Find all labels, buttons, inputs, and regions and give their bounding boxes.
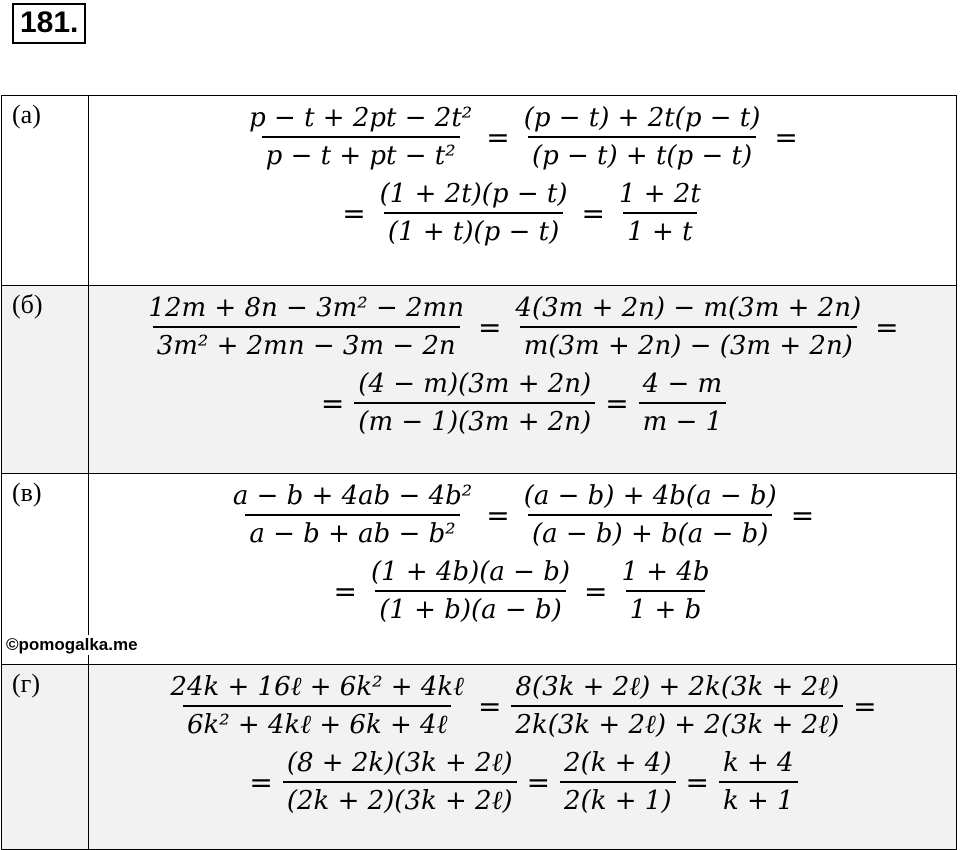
problem-number: 181. [12, 3, 86, 44]
math-cell [89, 286, 957, 474]
row-label: (а) [2, 96, 89, 286]
solution-row-a [2, 96, 957, 286]
fraction [354, 368, 595, 438]
fraction [376, 178, 572, 248]
math-cell [89, 665, 957, 850]
math-line-2 [89, 747, 956, 817]
denominator: (p − t) + t(p − t) [528, 136, 756, 172]
fraction [615, 178, 705, 248]
math-line-1 [89, 671, 956, 741]
denominator: (1 + t)(p − t) [384, 212, 563, 248]
fraction [367, 556, 574, 626]
equals-sign: = [685, 765, 709, 799]
fraction [520, 480, 781, 550]
row-label: (б) [2, 286, 89, 474]
fraction [560, 747, 675, 817]
numerator: p − t + 2pt − 2t² [249, 103, 473, 133]
row-label: (г) [2, 665, 89, 850]
equals-sign: = [526, 765, 551, 799]
denominator: (a − b) + b(a − b) [528, 514, 772, 550]
fraction [166, 671, 468, 741]
denominator: 1 + b [626, 590, 706, 626]
equals-sign: = [605, 386, 629, 420]
denominator: m − 1 [639, 402, 727, 438]
denominator: m(3m + 2n) − (3m + 2n) [520, 326, 857, 362]
numerator: (p − t) + 2t(p − t) [523, 103, 761, 133]
equals-sign: = [581, 196, 605, 230]
fraction [511, 292, 865, 362]
fraction [639, 368, 727, 438]
numerator: a − b + 4ab − 4b² [232, 481, 473, 511]
row-label: (в) [2, 474, 89, 665]
fraction [229, 480, 476, 550]
denominator: k + 1 [719, 781, 798, 817]
fraction [719, 747, 798, 817]
watermark: ©pomogalka.me [6, 635, 138, 654]
denominator: p − t + pt − t² [262, 136, 460, 172]
numerator: 4 − m [642, 369, 723, 399]
math-line-1 [89, 480, 956, 550]
equals-sign: = [584, 574, 608, 608]
numerator: (a − b) + 4b(a − b) [523, 481, 777, 511]
numerator: 1 + 4b [621, 557, 710, 587]
math-line-1 [89, 292, 956, 362]
numerator: 24k + 16ℓ + 6k² + 4kℓ [170, 672, 464, 702]
denominator: (m − 1)(3m + 2n) [354, 402, 595, 438]
math-line-2 [89, 178, 956, 248]
solution-row-b [2, 286, 957, 474]
numerator: k + 4 [722, 748, 794, 778]
fraction [245, 102, 476, 172]
denominator: (1 + b)(a − b) [375, 590, 566, 626]
solution-row-g [2, 665, 957, 850]
numerator: (8 + 2k)(3k + 2ℓ) [286, 748, 513, 778]
math-line-1 [89, 102, 956, 172]
math-line-2 [89, 368, 956, 438]
denominator: (2k + 2)(3k + 2ℓ) [283, 781, 517, 817]
numerator: 8(3k + 2ℓ) + 2k(3k + 2ℓ) [515, 672, 840, 702]
equals-sign: = [477, 689, 502, 723]
math-line-2 [89, 556, 956, 626]
equals-sign: = [249, 765, 273, 799]
equals-sign: = [333, 574, 357, 608]
denominator: 2(k + 1) [560, 781, 675, 817]
numerator: 4(3m + 2n) − m(3m + 2n) [515, 293, 862, 323]
denominator: 1 + t [623, 212, 696, 248]
numerator: 12m + 8n − 3m² − 2mn [148, 293, 464, 323]
fraction [617, 556, 713, 626]
equals-sign: = [320, 386, 345, 420]
denominator: 6k² + 4kℓ + 6k + 4ℓ [183, 705, 451, 741]
math-cell [89, 96, 957, 286]
equals-sign: = [477, 310, 502, 344]
denominator: 3m² + 2mn − 3m − 2n [153, 326, 460, 362]
fraction [144, 292, 468, 362]
solutions-table [1, 95, 957, 850]
denominator: 2k(3k + 2ℓ) + 2(3k + 2ℓ) [511, 705, 843, 741]
fraction [520, 102, 765, 172]
denominator: a − b + ab − b² [245, 514, 459, 550]
numerator: (1 + 2t)(p − t) [379, 179, 568, 209]
equals-sign: = [853, 689, 877, 723]
numerator: (4 − m)(3m + 2n) [358, 369, 592, 399]
equals-sign: = [486, 498, 510, 532]
equals-sign: = [486, 120, 510, 154]
numerator: 1 + 2t [618, 179, 701, 209]
equals-sign: = [790, 498, 815, 532]
fraction [511, 671, 843, 741]
fraction [283, 747, 517, 817]
math-cell [89, 474, 957, 665]
equals-sign: = [875, 310, 899, 344]
equals-sign: = [342, 196, 366, 230]
solution-row-v [2, 474, 957, 665]
numerator: (1 + 4b)(a − b) [370, 557, 571, 587]
equals-sign: = [774, 120, 798, 154]
numerator: 2(k + 4) [564, 748, 672, 778]
